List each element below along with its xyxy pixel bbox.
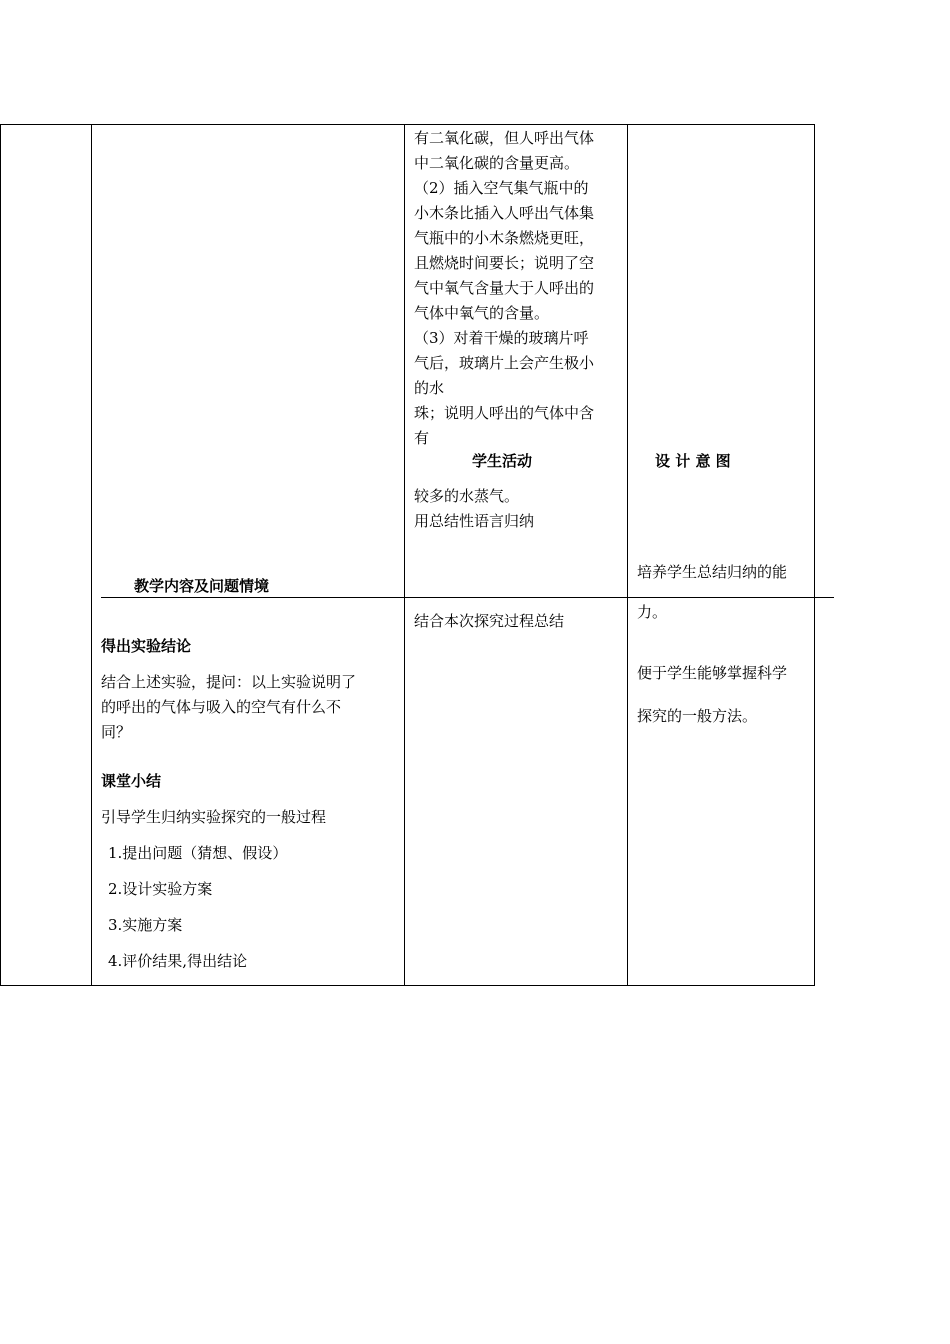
header-teaching-content: 教学内容及问题情境 [134,577,270,595]
text-line: 小木条比插入人呼出气体集 [414,204,595,222]
table-right-border [814,124,815,986]
text-line: 用总结性语言归纳 [414,512,535,530]
section-heading-summary: 课堂小结 [101,772,162,790]
text-line: 气中氧气含量大于人呼出的 [414,279,595,297]
header-design-intent: 设 计 意 图 [655,452,731,470]
col3-top-text [414,126,624,451]
text-line: 有二氧化碳，但人呼出气体 [414,129,595,147]
summary-intro: 引导学生归纳实验探究的一般过程 [101,808,327,826]
text-line: 结合上述实验，提问：以上实验说明了 [101,673,357,691]
summary-step-2: 2.设计实验方案 [108,880,213,898]
table-top-border [0,124,815,125]
text-line: （2）插入空气集气瓶中的 [414,179,589,197]
text-line: 气体中氧气的含量。 [414,304,550,322]
summary-step-4: 4.评价结果,得出结论 [108,952,248,970]
header-student-activity: 学生活动 [472,452,533,470]
text-line: 的水 [414,379,445,397]
table-bottom-border [0,985,815,986]
section-body-conclusion [101,670,401,745]
table-left-border [0,124,1,986]
text-line: 珠；说明人呼出的气体中含 [414,404,595,422]
text-line: 有 [414,429,430,447]
text-line: 的呼出的气体与吸入的空气有什么不 [101,698,342,716]
text-line: （3）对着干燥的玻璃片呼 [414,329,589,347]
text-line: 气瓶中的小木条燃烧更旺， [414,229,595,247]
text-line: 同？ [101,723,132,741]
summary-step-3: 3.实施方案 [108,916,183,934]
col-divider-1 [91,124,92,986]
text-line: 且燃烧时间要长；说明了空 [414,254,595,272]
design-intent-line-1: 培养学生总结归纳的能 [637,563,788,581]
col3-mid-text [414,484,624,534]
col3-bottom-text: 结合本次探究过程总结 [414,612,565,630]
design-intent-line-2: 力。 [637,603,668,621]
section-heading-conclusion: 得出实验结论 [101,637,192,655]
col-divider-3 [627,124,628,986]
col-divider-2 [404,124,405,986]
summary-step-1: 1.提出问题（猜想、假设） [108,844,288,862]
text-line: 气后，玻璃片上会产生极小 [414,354,595,372]
text-line: 中二氧化碳的含量更高。 [414,154,580,172]
design-intent-line-4: 探究的一般方法。 [637,707,758,725]
text-line: 较多的水蒸气。 [414,487,520,505]
design-intent-line-3: 便于学生能够掌握科学 [637,664,788,682]
